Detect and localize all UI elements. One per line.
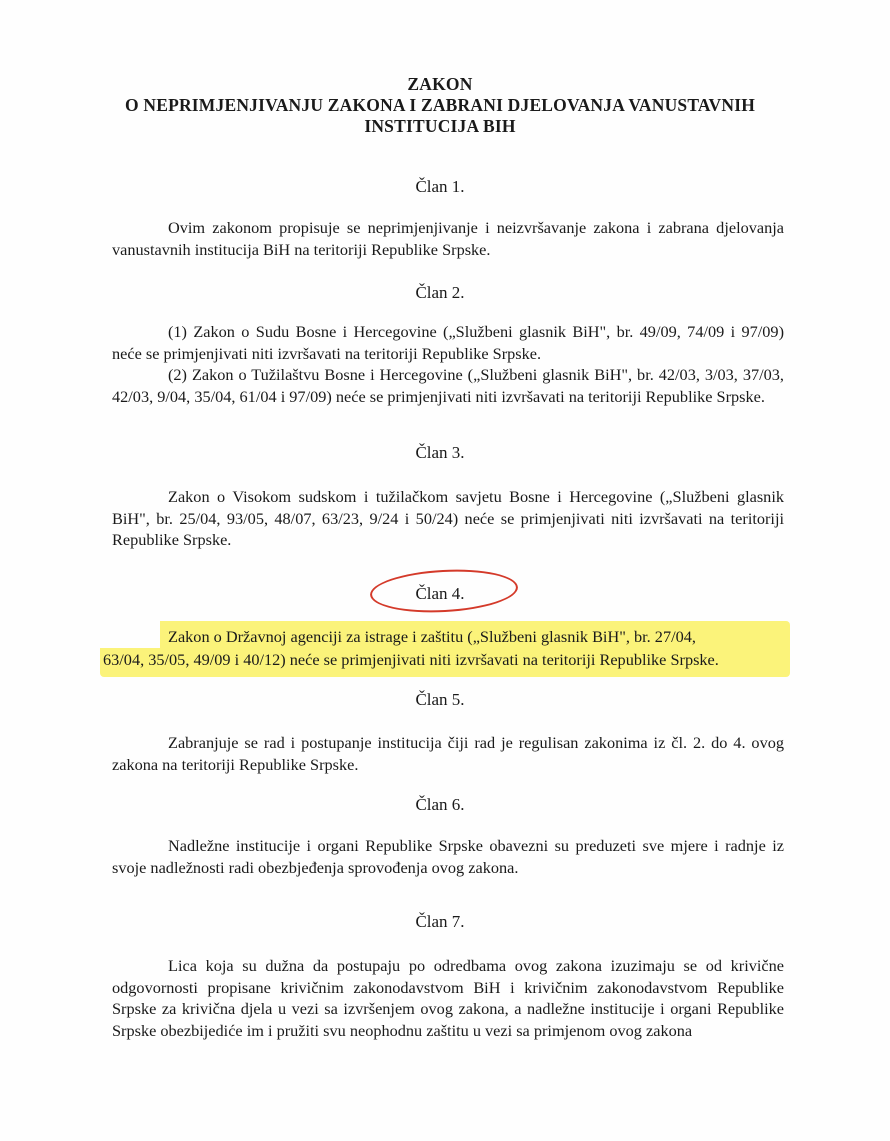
- article-4-text-line-1: Zakon o Državnoj agenciji za istrage i zaštitu („Službeni glasnik BiH", br. 27/04,: [168, 627, 696, 646]
- red-circle-annotation: [369, 566, 519, 616]
- highlighter-indent-gap: [100, 621, 160, 648]
- article-2-heading: Član 2.: [415, 283, 465, 302]
- article-7-text: Lica koja su dužna da postupaju po odredbama ovog zakona izuzimaju se od krivične odgovornosti propisane krivičnim zakonodavstvom BiH i krivičnim zakonodavstvom Republike Srpske za krivična djela u vezi sa izvršenjem ovog zakona, a nadležne institucije i organi Republike Srpske obezbijediće im i pružiti svu neophodnu zaštitu u vezi sa primjenom ovog zakona: [112, 956, 784, 1040]
- article-6-text: Nadležne institucije i organi Republike Srpske obavezni su preduzeti sve mjere i radnje iz svoje nadležnosti radi obezbjeđenja sprovođenja ovog zakona.: [112, 836, 784, 877]
- article-3-text: Zakon o Visokom sudskom i tužilačkom savjetu Bosne i Hercegovine („Službeni glasnik BiH", br. 25/04, 93/05, 48/07, 63/23, 9/24 i 50/24) neće se primjenjivati niti izvršavati na teritoriji Republike Srpske.: [112, 487, 784, 549]
- law-title-line-2: O NEPRIMJENJIVANJU ZAKONA I ZABRANI DJELOVANJA VANUSTAVNIH: [124, 95, 756, 115]
- article-5-text: Zabranjuje se rad i postupanje institucija čiji rad je regulisan zakonima iz čl. 2. do 4. ovog zakona na teritoriji Republike Srpske.: [112, 733, 784, 774]
- law-title-line-1: ZAKON: [407, 74, 473, 94]
- article-7-heading: Član 7.: [415, 912, 465, 931]
- article-6-heading: Član 6.: [415, 795, 465, 814]
- law-title-line-3: INSTITUCIJA BIH: [364, 116, 516, 136]
- article-3-heading: Član 3.: [415, 443, 465, 462]
- article-2-paragraph-1: (1) Zakon o Sudu Bosne i Hercegovine („Službeni glasnik BiH", br. 49/09, 74/09 i 97/09) neće se primjenjivati niti izvršavati na teritoriji Republike Srpske.: [112, 322, 784, 363]
- article-4-heading: Član 4.: [415, 584, 465, 603]
- article-4-text-line-2: 63/04, 35/05, 49/09 i 40/12) neće se primjenjivati niti izvršavati na teritoriji Republike Srpske.: [103, 650, 719, 669]
- article-5-heading: Član 5.: [415, 690, 465, 709]
- article-2-paragraph-2: (2) Zakon o Tužilaštvu Bosne i Hercegovine („Službeni glasnik BiH", br. 42/03, 3/03, 37/03, 42/03, 9/04, 35/04, 61/04 i 97/09) neće se primjenjivati niti izvršavati na teritoriji Republike Srpske.: [112, 365, 784, 406]
- article-1-heading: Član 1.: [415, 177, 465, 196]
- article-1-text: Ovim zakonom propisuje se neprimjenjivanje i neizvršavanje zakona i zabrana djelovanja vanustavnih institucija BiH na teritoriji Republike Srpske.: [112, 218, 784, 259]
